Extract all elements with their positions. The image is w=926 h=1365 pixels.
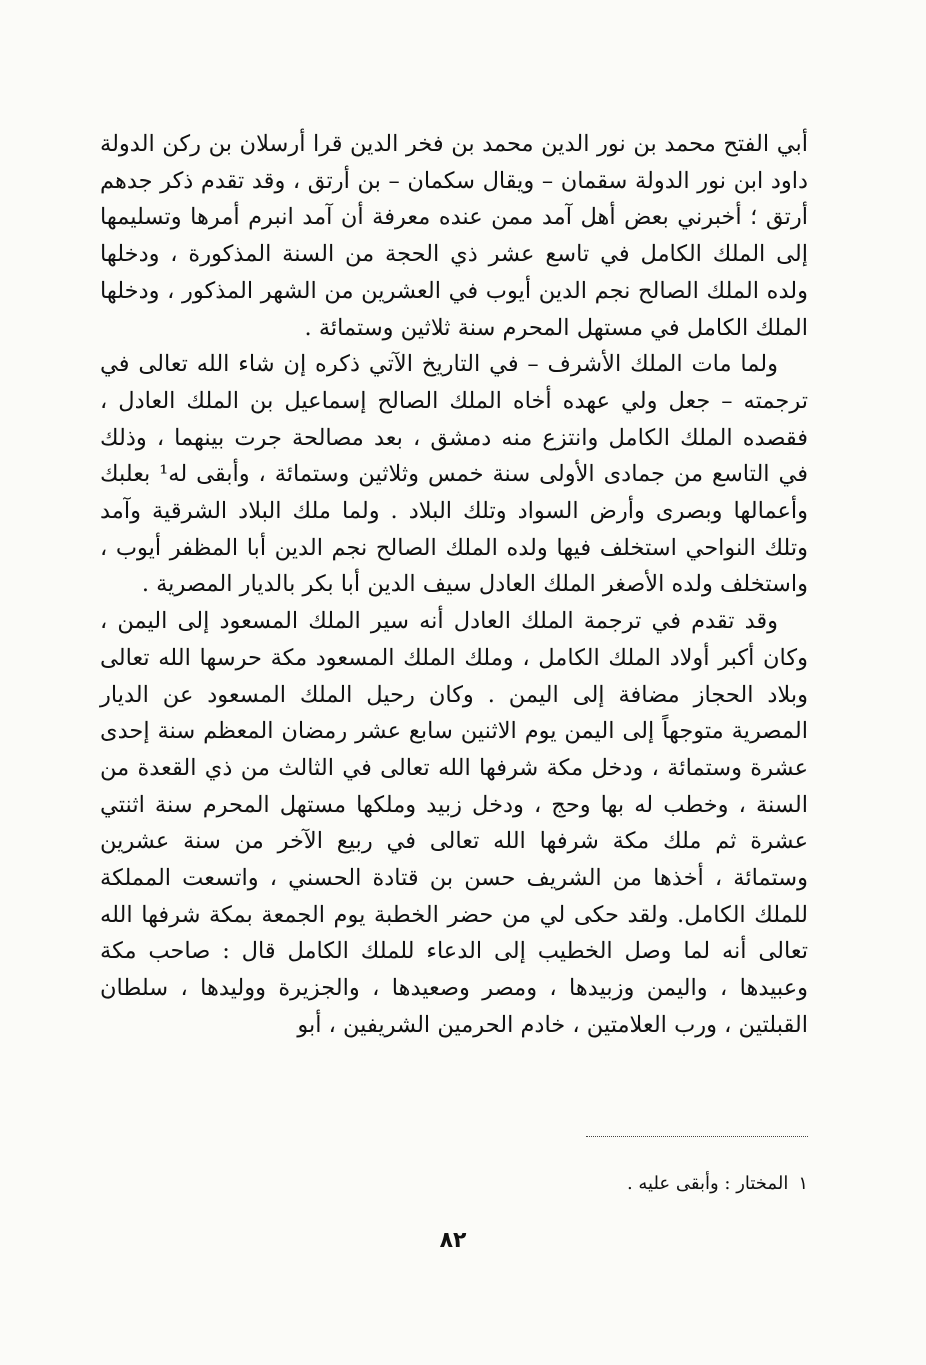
footnote-number: ١ <box>798 1173 808 1194</box>
paragraph-3: وقد تقدم في ترجمة الملك العادل أنه سير الملك المسعود إلى اليمن ، وكان أكبر أولاد الملك الكامل ، وملك الملك المسعود مكة حرسها الله تعالى وبلاد الحجاز مضافة إلى اليمن . وكان رحيل الملك المسعود عن الديار المصرية متوجهاً إلى اليمن يوم الاثنين سابع عشر رمضان المعظم سنة إحدى عشرة وستمائة ، ودخل مكة شرفها الله تعالى في الثالث من ذي القعدة من السنة ، وخطب له بها وحج ، ودخل زبيد وملكها مستهل المحرم سنة اثنتي عشرة ثم ملك مكة شرفها الله تعالى في ربيع الآخر من سنة عشرين وستمائة ، أخذها من الشريف حسن بن قتادة الحسني ، واتسعت المملكة للملك الكامل. ولقد حكى لي من حضر الخطبة يوم الجمعة بمكة شرفها الله تعالى أنه لما وصل الخطيب إلى الدعاء للملك الكامل قال : صاحب مكة وعبيدها ، واليمن وزبيدها ، ومصر وصعيدها ، والجزيرة ووليدها ، سلطان القبلتين ، ورب العلامتين ، خادم الحرمين الشريفين ، أبو <box>100 608 808 1038</box>
footnote-text: المختار : وأبقى عليه . <box>626 1173 789 1194</box>
main-text <box>100 126 808 1044</box>
footnote <box>208 1170 808 1198</box>
footnote-separator <box>586 1136 808 1137</box>
paragraph-1: أبي الفتح محمد بن نور الدين محمد بن فخر الدين قرا أرسلان بن ركن الدولة داود ابن نور الدولة سقمان – ويقال سكمان – بن أرتق ، وقد تقدم ذكر جدهم أرتق ؛ أخبرني بعض أهل آمد ممن عنده معرفة أن آمد انبرم أمرها وتسليمها إلى الملك الكامل في تاسع عشر ذي الحجة من السنة المذكورة ، ودخلها ولده الملك الصالح نجم الدين أيوب في العشرين من الشهر المذكور ، ودخلها الملك الكامل في مستهل المحرم سنة ثلاثين وستمائة . <box>100 131 808 341</box>
paragraph-2: ولما مات الملك الأشرف – في التاريخ الآتي ذكره إن شاء الله تعالى في ترجمته – جعل ولي عهده أخاه الملك الصالح إسماعيل بن الملك العادل ، فقصده الملك الكامل وانتزع منه دمشق ، بعد مصالحة جرت بينهما ، وذلك في التاسع من جمادى الأولى سنة خمس وثلاثين وستمائة ، وأبقى له¹ بعلبك وأعمالها وبصرى وأرض السواد وتلك البلاد . ولما ملك البلاد الشرقية وآمد وتلك النواحي استخلف فيها ولده الملك الصالح نجم الدين أبا المظفر أيوب ، واستخلف ولده الأصغر الملك العادل سيف الدين أبا بكر بالديار المصرية . <box>100 351 808 598</box>
page-number: ٨٢ <box>439 1228 467 1253</box>
